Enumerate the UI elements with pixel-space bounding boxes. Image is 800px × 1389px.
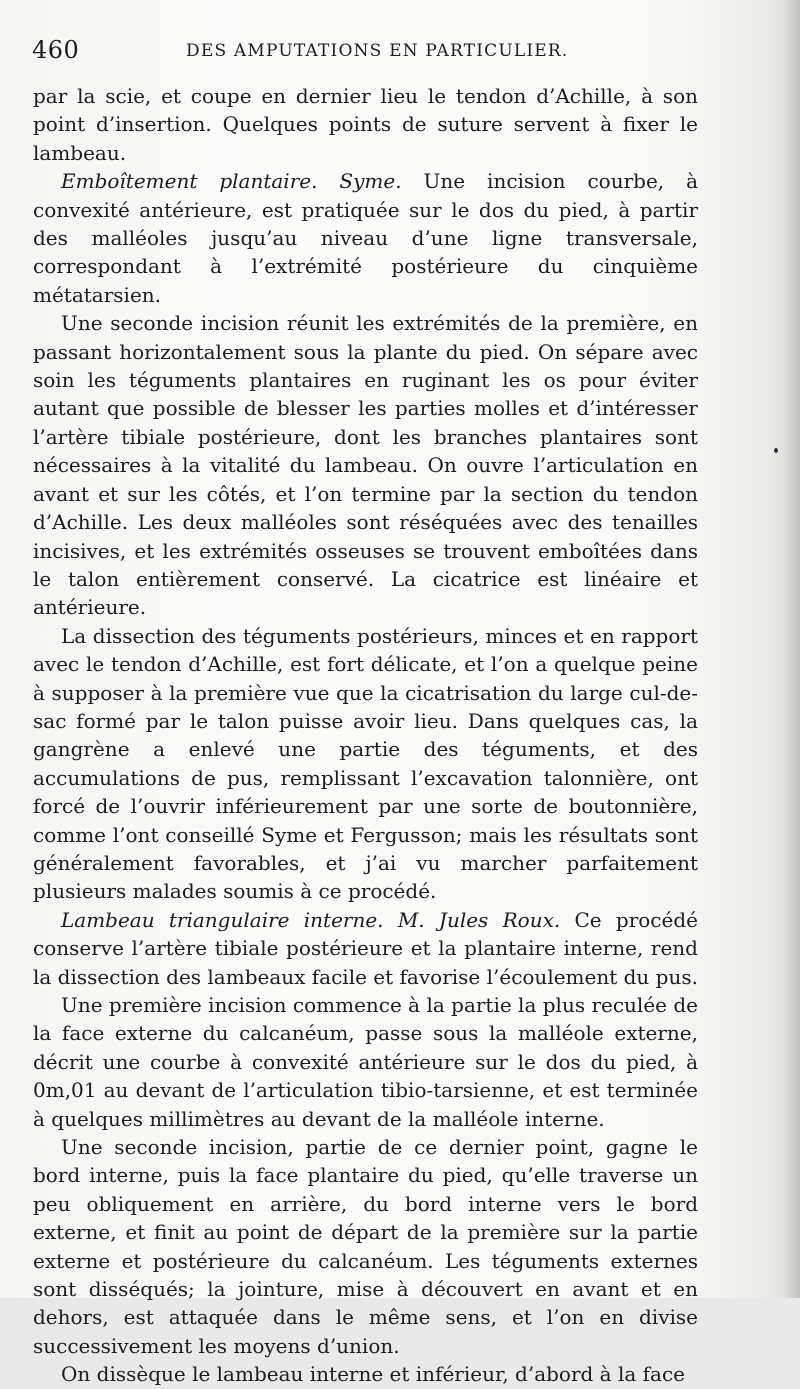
paragraph-second-incision: [33, 309, 698, 621]
paragraph-text: Une incision courbe, à convexité antérieure, est pratiquée sur le dos du pied, à partir des malléoles jusqu’au niveau d’une ligne transversale, correspondant à l’extrémité postérieure du cinquième métatarsien.: [33, 169, 699, 307]
paragraph-second-incision-roux: [33, 1133, 698, 1360]
paragraph-final: [33, 1360, 698, 1388]
page-number: 460: [32, 36, 80, 64]
paragraph-text: La dissection des téguments postérieurs, minces et en rapport avec le tendon d’Achille, est fort délicate, et l’on a quelque peine à supposer à la première vue que la cicatrisation du large cul-de-sac formé par le talon puisse avoir lieu. Dans quelques cas, la gangrène a enlevé une partie des téguments, et des accumulations de pus, remplissant l’excavation talonnière, ont forcé de l’ouvrir inférieurement par une sorte de boutonnière, comme l’ont conseillé Syme et Fergusson; mais les résultats sont généralement favorables, et j’ai vu marcher parfaitement plusieurs malades soumis à ce procédé.: [33, 623, 698, 904]
procedure-title-syme: Emboîtement plantaire. Syme.: [61, 169, 402, 194]
paragraph-text: Ce procédé conserve l’artère tibiale postérieure et la plantaire interne, rend la dissection des lambeaux facile et favorise l’écoulement du pus.: [33, 907, 698, 989]
running-head: DES AMPUTATIONS EN PARTICULIER.: [186, 41, 569, 61]
paragraph-first-incision: [33, 991, 698, 1133]
paragraph-text: Une seconde incision réunit les extrémités de la première, en passant horizontalement sous la plante du pied. On sépare avec soin les téguments plantaires en ruginant les os pour éviter autant que possible de blesser les parties molles et d’intéresser l’artère tibiale postérieure, dont les branches plantaires sont nécessaires à la vitalité du lambeau. On ouvre l’articulation en avant et sur les côtés, et l’on termine par la section du tendon d’Achille. Les deux malléoles sont réséquées avec des tenailles incisives, et les extrémités osseuses se trouvent emboîtées dans le talon entièrement conservé. La cicatrice est linéaire et antérieure.: [33, 311, 698, 620]
ink-speck: [774, 448, 778, 453]
page-edge-shadow: [782, 0, 800, 1298]
page-header: [32, 36, 722, 76]
paragraph-dissection: [33, 622, 698, 906]
paragraph-text: Une première incision commence à la partie la plus reculée de la face externe du calcanéum, passe sous la malléole externe, décrit une courbe à convexité antérieure sur le dos du pied, à 0m,01 au devant de l’articulation tibio-tarsienne, et est terminée à quelques millimètres au devant de la malléole interne.: [33, 993, 698, 1131]
procedure-title-roux: Lambeau triangulaire interne. M. Jules Roux.: [61, 907, 561, 932]
paragraph-text: par la scie, et coupe en dernier lieu le tendon d’Achille, à son point d’insertion. Quelques points de suture servent à fixer le lambeau.: [33, 84, 698, 165]
paragraph-syme: [33, 167, 698, 309]
paragraph-continuation: [33, 82, 698, 167]
paragraph-text: On dissèque le lambeau interne et inférieur, d’abord à la face: [61, 1362, 686, 1387]
paragraph-roux: [33, 906, 698, 991]
paragraph-text: Une seconde incision, partie de ce dernier point, gagne le bord interne, puis la face plantaire du pied, qu’elle traverse un peu obliquement en arrière, du bord interne vers le bord externe, et finit au point de départ de la première sur la partie externe et postérieure du calcanéum. Les téguments externes sont disséqués; la jointure, mise à découvert en avant et en dehors, est attaquée dans le même sens, et l’on en divise successivement les moyens d’union.: [33, 1135, 698, 1358]
page-body: [33, 82, 698, 1389]
